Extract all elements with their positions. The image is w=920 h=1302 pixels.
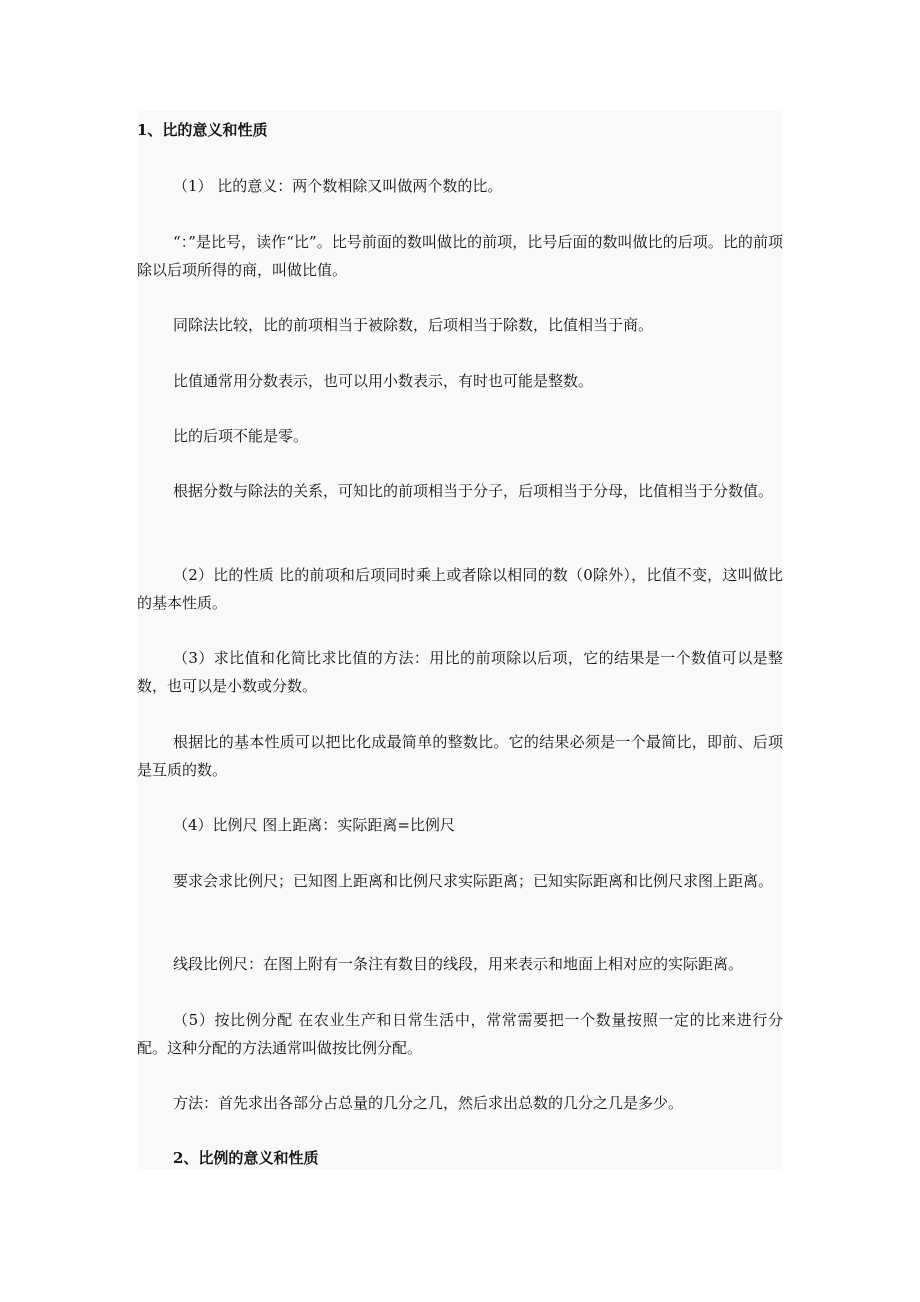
paragraph-ratio-meaning: （1） 比的意义：两个数相除又叫做两个数的比。 (173, 177, 503, 195)
paragraph-ratio-property: （2）比的性质 比的前项和后项同时乘上或者除以相同的数（0除外），比值不变，这叫做比的基本性质。 (137, 566, 783, 612)
paragraph-ratio-sign: “：”是比号，读作“比”。比号前面的数叫做比的前项，比号后面的数叫做比的后项。比的前项除以后项所得的商，叫做比值。 (137, 233, 783, 279)
paragraph-proportional-distribution: （5）按比例分配 在农业生产和日常生活中，常常需要把一个数量按照一定的比来进行分配。这种分配的方法通常叫做按比例分配。 (137, 1011, 783, 1057)
paragraph-scale-requirements: 要求会求比例尺；已知图上距离和比例尺求实际距离；已知实际距离和比例尺求图上距离。 (173, 872, 774, 890)
paragraph-scale: （4）比例尺 图上距离：实际距离=比例尺 (173, 816, 455, 834)
section-heading-2: 2、比例的意义和性质 (173, 1149, 319, 1167)
paragraph-line-scale: 线段比例尺：在图上附有一条注有数目的线段，用来表示和地面上相对应的实际距离。 (173, 955, 744, 973)
paragraph-fraction-relation: 根据分数与除法的关系，可知比的前项相当于分子，后项相当于分母，比值相当于分数值。 (173, 482, 774, 500)
paragraph-consequent-nonzero: 比的后项不能是零。 (173, 427, 309, 445)
paragraph-division-compare: 同除法比较，比的前项相当于被除数，后项相当于除数，比值相当于商。 (173, 316, 654, 334)
paragraph-ratio-value-method: （3）求比值和化简比求比值的方法：用比的前项除以后项，它的结果是一个数值可以是整数，也可以是小数或分数。 (137, 649, 783, 695)
document-page (137, 111, 783, 1169)
paragraph-ratio-value: 比值通常用分数表示，也可以用小数表示，有时也可能是整数。 (173, 372, 594, 390)
paragraph-method: 方法：首先求出各部分占总量的几分之几，然后求出总数的几分之几是多少。 (173, 1094, 684, 1112)
section-heading-1: 1、比的意义和性质 (137, 121, 268, 139)
paragraph-simplest-ratio: 根据比的基本性质可以把比化成最简单的整数比。它的结果必须是一个最简比，即前、后项是互质的数。 (137, 733, 783, 779)
